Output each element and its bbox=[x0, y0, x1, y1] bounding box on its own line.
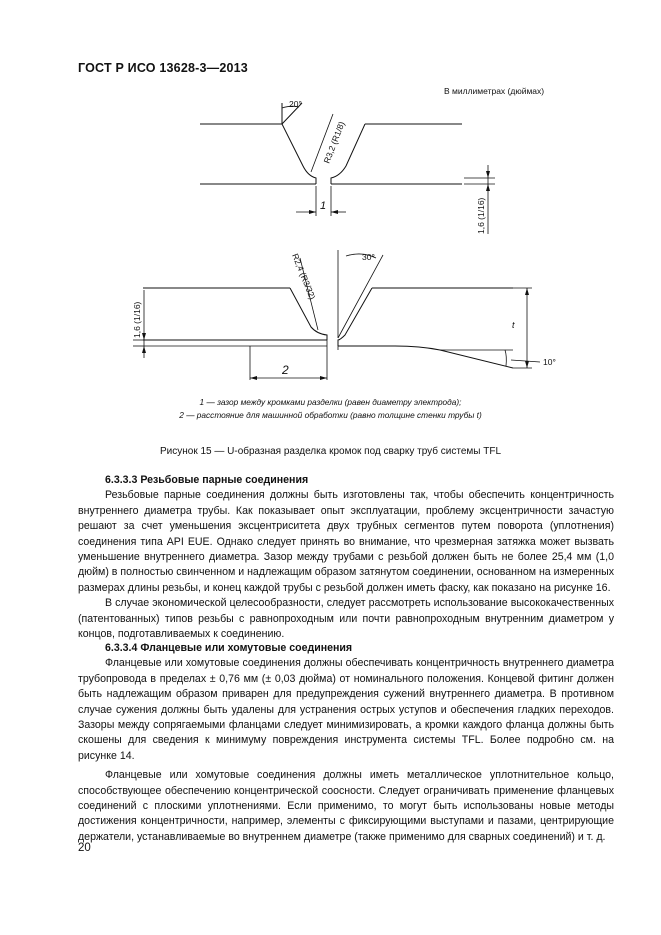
bottom-detail bbox=[132, 250, 556, 380]
top-dim-label: 1,6 (1/16) bbox=[476, 197, 486, 234]
paragraph: В случае экономической целесообразности, следует рассмотреть использование высококачественных (патентованных) типов резьбы с равнопроходным или почти равнопроходным внутренним диаметром у концов, подготавливаемых к соединению. bbox=[78, 597, 614, 641]
legend-variable: t bbox=[476, 410, 479, 420]
section-6333 bbox=[78, 473, 614, 642]
bottom-radius-label: R2,4 (R3/32) bbox=[290, 252, 318, 301]
legend-item-2 bbox=[0, 410, 661, 420]
bottom-thickness-label: t bbox=[512, 320, 515, 330]
top-gap-label: 1 bbox=[320, 200, 327, 212]
top-angle-label: 20° bbox=[289, 99, 302, 109]
paragraph: Фланцевые или хомутовые соединения должны иметь металлическое уплотнительное кольцо, способствующее обеспечению концентрической соосности. Следует ограничивать применение фланцевых соединений с плоскими уплотнениями. Если применимо, то могут быть использованы новые методы достижения концентричности, например, элементы с фиксирующими выступами и пазами, центрирующие держатели, устанавливаемые во внутреннем диаметре (также применимо для сварных соединений) и т. д. bbox=[78, 769, 614, 843]
bottom-angle-label: 30° bbox=[362, 252, 375, 262]
paragraph: Резьбовые парные соединения должны быть изготовлены так, чтобы обеспечить концентричность внутреннего диаметра трубы. Как показывает опыт эксплуатации, проблему эксцентричности зачастую решают за счет уменьшения эксцентриситета двух трубных сегментов путем поворота (уплотнения) соединения типа API EUE. Однако следует принять во внимание, что чрезмерная затяжка может вызвать уменьшение внутреннего диаметра. Зазор между трубами с резьбой должен быть не более 25,4 мм (1,0 дюйм) в полностью свинченном и надлежащим образом затянутом соединении, основанном на измеренных размерах длины резьбы, и конец каждой трубы с резьбой должен иметь фаску, как показано на рисунке 16. bbox=[78, 489, 614, 594]
legend-text-end: ) bbox=[478, 410, 482, 420]
legend-text: — расстояние для машинной обработки (равно толщине стенки трубы bbox=[183, 410, 477, 420]
legend-text: — зазор между кромками разделки (равен диаметру электрода); bbox=[204, 397, 462, 407]
bottom-length-label: 2 bbox=[282, 363, 289, 377]
top-radius-label: R3,2 (R1/8) bbox=[321, 120, 347, 165]
legend-item-1 bbox=[0, 397, 661, 407]
section-6334 bbox=[78, 641, 614, 845]
bottom-dim-label: 1,6 (1/16) bbox=[132, 301, 142, 338]
legend-num: 1 bbox=[199, 397, 205, 407]
top-detail bbox=[200, 99, 495, 234]
weld-groove-figure bbox=[0, 0, 661, 420]
section-heading: 6.3.3.3 Резьбовые парные соединения bbox=[105, 474, 309, 486]
document-header: ГОСТ Р ИСО 13628-3—2013 bbox=[78, 61, 248, 75]
units-note: В миллиметрах (дюймах) bbox=[444, 86, 545, 96]
figure-caption: Рисунок 15 — U-образная разделка кромок под сварку труб системы TFL bbox=[159, 446, 502, 457]
section-heading: 6.3.3.4 Фланцевые или хомутовые соединения bbox=[105, 642, 353, 654]
page-number: 20 bbox=[78, 842, 91, 854]
legend-num: 2 bbox=[179, 410, 184, 420]
bottom-taper-label: 10° bbox=[543, 357, 556, 367]
paragraph: Фланцевые или хомутовые соединения должны обеспечивать концентричность внутреннего диаметра трубопровода в пределах ± 0,76 мм (± 0,03 дюйма) от номинального положения. Концевой фитинг должен быть надлежащим образом приварен для предупреждения сужений внутреннего диаметра. В противном случае сужения должны быть удалены для устранения острых уступов и обеспечения гладких переходов. Зазоры между сопрягаемыми фланцами следует минимизировать, а кромки каждого фланца должны быть скошены для сведения к минимуму повреждения инструмента системы TFL. Более подробно см. на рисунке 14. bbox=[78, 657, 614, 762]
